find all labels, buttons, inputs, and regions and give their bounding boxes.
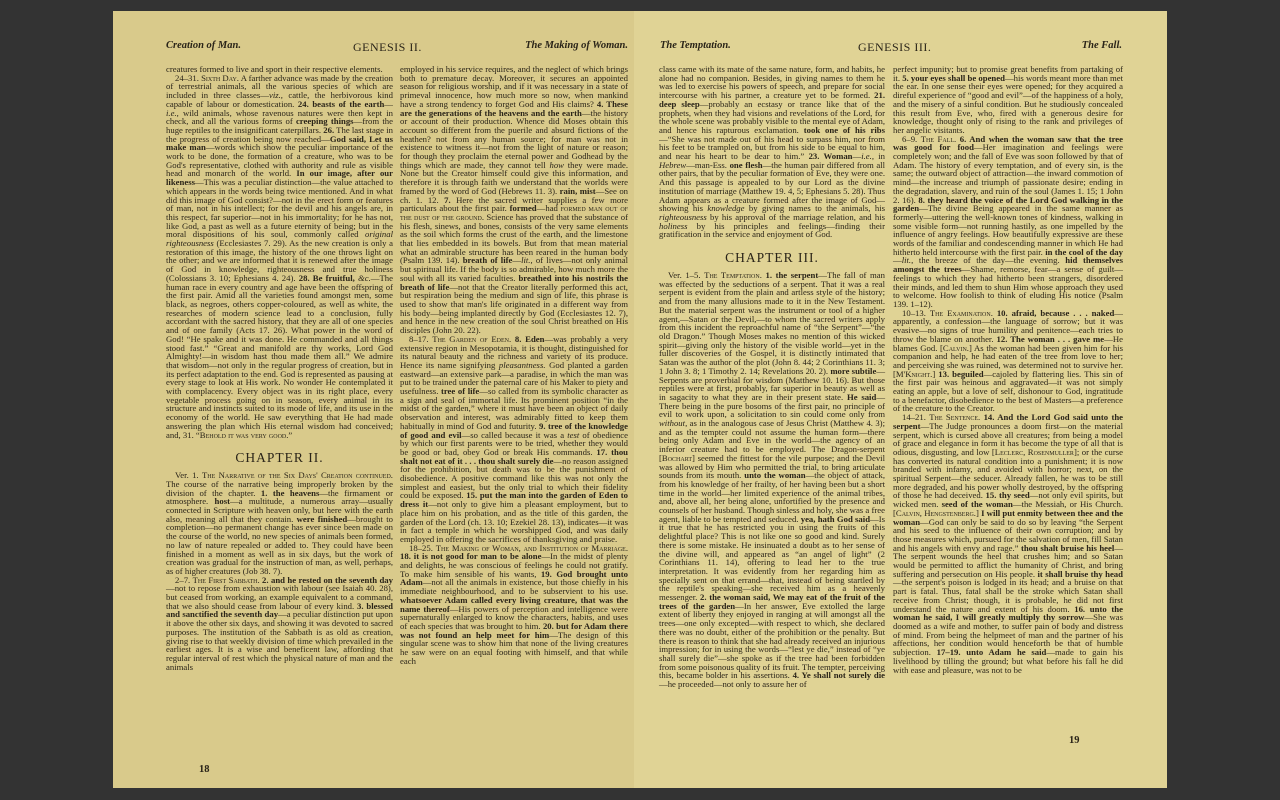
bold-lemma: in the cool of the day xyxy=(1045,246,1123,257)
italic-text: test xyxy=(567,429,580,440)
bold-lemma: 2. and he rested on the seventh day xyxy=(262,574,393,585)
text: , in xyxy=(871,151,886,162)
bold-lemma: 16. unto the woman he said, I will greatly multiply thy sorrow xyxy=(893,603,1123,623)
paragraph xyxy=(893,413,1123,674)
paragraph xyxy=(893,135,1123,309)
text: —the serpent's poison is lodged in its head; and a bruise on that part is fatal. Thus, fatal shall be the stroke which Satan shall receive from Christ; though, it is probable, he did not first understand the nature and extent of his doom. xyxy=(893,577,1123,614)
bold-lemma: host xyxy=(214,496,230,507)
running-head-left: The Temptation. xyxy=(660,40,731,51)
text: class came with its mate of the same nature, form, and habits, he alone had no companion. Besides, in giving names to them he was led to exercise his powers of speech, and prepare for social intercourse with his partner, a creature yet to be formed. xyxy=(659,64,885,101)
italic-text: i.e. xyxy=(861,151,872,162)
bold-lemma: 26. xyxy=(323,124,335,135)
text: —His powers of perception and intelligence were supernaturally enlarged to know the characters, habits, and uses of each species that was brought to him. xyxy=(400,603,628,631)
text: perfect impunity; but to promise great benefits from partaking of it. xyxy=(893,64,1123,83)
text: —the history or account of their production. Whence did Moses obtain this account so different from the puerile and absurd fictions of the heathen? not from any human source; for man was not in existence to witness it—not from the light of nature or reason; for though they proclaim the eternal power and Godhead by the things which are made, they cannot tell xyxy=(400,107,628,170)
paragraph xyxy=(893,65,1123,135)
bold-lemma: took one of his ribs xyxy=(803,124,886,135)
chapter-heading: CHAPTER III. xyxy=(725,250,819,266)
bold-lemma: it shall bruise thy head xyxy=(1037,568,1123,579)
bold-lemma: God said, Let us make man xyxy=(166,133,393,153)
bold-lemma: 6. And when the woman saw that the tree was good for food xyxy=(893,133,1123,153)
text: ] xyxy=(975,507,982,518)
bold-lemma: 2. the woman said, We may eat of the fruit of the trees of the garden xyxy=(659,592,886,611)
text: — xyxy=(852,151,862,162)
section-title: The Garden of Eden. xyxy=(432,333,512,344)
text: employed in his service requires, and the neglect of which brings both to premature decay. Moreover, it secures an appointed season for religious worship, and if it was necessary in a state of primeval innocence, how much more so now, when mankind have a strong tendency to forget God and His claims? xyxy=(400,64,628,109)
text: —made to gain his livelihood by tilling the ground; but what before his fall he did with ease and pleasure, was not to be xyxy=(893,647,1123,675)
section-title: The Fall. xyxy=(920,133,957,144)
text: —See on ch. 1. 12. xyxy=(400,185,629,205)
left-page-column-2 xyxy=(400,65,628,666)
paragraph xyxy=(659,271,885,689)
paragraph-group xyxy=(893,65,1123,674)
section-title: “Behold it was very good.” xyxy=(195,429,293,440)
running-head-book: GENESIS III. xyxy=(858,40,932,54)
text: —This was a peculiar distinction—the value attached to which appears in the words being twice mentioned. And in what did this image of God consist?—not in the erect form or features of man, not in his intellect; for the devil and his angels are, in this respect, far superior—not in his immortality; for he has not, like God, a past as well as a future eternity of being; but in the moral dispositions of his soul, commonly called xyxy=(166,177,393,240)
text: —Her imagination and feelings were completely won; and the fall of Eve was soon followed by that of Adam. The history of every temptation, and of every sin, is the same; the outward object of attraction—the inward commotion of mind—the increase and triumph of passionate desire; ending in the degradation, slavery, and ruin of the soul (James 1. 15; 1 John 2. 16). xyxy=(893,142,1123,205)
italic-text: without xyxy=(659,418,686,429)
bold-lemma: creeping things xyxy=(295,116,354,127)
text: God planted a garden eastward—an extensive park—a paradise, in which the man was put to be trained under the paternal care of his Maker to piety and usefulness. xyxy=(400,359,628,397)
italic-text: knowledge xyxy=(707,203,745,214)
left-page-column-1 xyxy=(166,65,393,671)
text: —not that the Creator literally performed this act, but respiration being the medium and sign of life, this phrase is used to show that man's life originated in a different way from his body—being implanted directly by God (Ecclesiastes 12. 7), and hence in the new creation of the soul Christ breathed on His disciples (John 20. 22). xyxy=(400,281,628,336)
bold-lemma: 3. blessed and sanctified the seventh day xyxy=(166,600,393,620)
bold-lemma: more subtile xyxy=(830,365,877,376)
text: ]; or the curse has converted its natural condition into a punishment; it is now branded with infamy, and avoided with horror; next, on the spiritual Serpent—the seducer. Already fallen, he was to be still more degraded, and his power wholly destroyed, by the offspring of those he had deceived. xyxy=(893,446,1123,501)
bold-lemma: 12. The woman . . . gave me xyxy=(996,333,1105,344)
section-title: The Temptation. xyxy=(704,270,762,281)
text: ] As the woman had been given him for his companion and help, he had eaten of the tree from love to her; and perceiving she was ruined, was determined not to survive her. [ xyxy=(893,342,1123,379)
text: The course of the narrative being improperly broken by the division of the chapter. xyxy=(166,478,393,498)
text: —a multitude, a numerous array—usually connected in Scripture with heaven only, but here with the earth also, meaning all that they contain. xyxy=(166,496,393,524)
text: — xyxy=(893,255,902,266)
bold-lemma: 1. the heavens xyxy=(260,487,320,498)
section-title: Sixth Day. xyxy=(201,72,239,83)
text: —Shame, remorse, fear—a sense of guilt—feelings to which they had hitherto been strangers, disordered their minds, and led them to shun Him whose approach they used to welcome. How foolish to think of eluding His notice (Psalm 139. 1–12). xyxy=(893,264,1123,309)
text: —not only evil spirits, but wicked men. xyxy=(893,490,1123,510)
paragraph xyxy=(400,65,628,335)
text: —from the huge reptiles to the insignificant caterpillars. xyxy=(166,116,393,135)
italic-text: holiness xyxy=(659,220,688,231)
text: 2–7. xyxy=(175,574,193,585)
bold-lemma: 24. beasts of the earth xyxy=(297,98,385,109)
paragraph xyxy=(166,74,393,440)
bold-lemma: 1. the serpent xyxy=(765,270,819,281)
text: 24–31. xyxy=(175,72,202,83)
text: —so called because it was a xyxy=(461,429,568,440)
text: they were made. None but the Creator himself could give this information, and therefore it is through faith we understand that the worlds were framed by the word of God (Hebrews 11. 3). xyxy=(400,159,628,196)
bold-lemma: unto the woman xyxy=(744,470,806,481)
bold-lemma: 19. God brought unto Adam xyxy=(400,568,628,588)
text: — xyxy=(512,255,522,266)
text: —he proceeded—not only to assure her of xyxy=(659,679,807,690)
bold-lemma: seed of the woman xyxy=(941,499,1013,510)
text: —the firmament or atmosphere. xyxy=(166,487,393,507)
text: ] seemed the fittest for the vile purpose; and the Devil was allowed by Him who permitted the trial, to bring articulate sounds from its mouth. xyxy=(659,452,885,481)
italic-text: lit. xyxy=(521,255,531,266)
text: —apparently, a confession—the language of sorrow; but it was evasive—no signs of true humility and penitence—each tries to throw the blame on another. xyxy=(893,307,1123,344)
text: , as in the analogous case of Jesus Christ (Matthew 4. 3); and as the tempter could not assume the human form—there being only Adam and Eve in the world—the agency of an inferior creature had to be employed. The Dragon-serpent [ xyxy=(659,418,885,463)
running-head-right: The Fall. xyxy=(1081,40,1122,51)
bold-lemma: 17. thou shalt not eat of it . . . thou shalt surely die xyxy=(400,446,628,466)
bold-lemma: 10. afraid, because . . . naked xyxy=(996,307,1115,318)
running-head-left: Creation of Man. xyxy=(166,40,241,51)
section-title: Calvin. xyxy=(942,342,969,353)
paragraph-group xyxy=(659,65,885,239)
bold-lemma: formed xyxy=(509,203,537,214)
text: —In her answer, Eve extolled the large extent of liberty they enjoyed in ranging at will amongst all the trees—one only excepted—with respect to which, she declared there was no doubt, either of the prohibition or the penalty. But there is reason to think that she had already received an injurious impression; for in using the words—“lest ye die,” instead of “ye shall surely die”—she spoke as if the tree had been forbidden from some poisonous quality of its fruit. The tempter, perceiving this, became bolder in his assertions. xyxy=(659,600,885,681)
italic-text: viz. xyxy=(268,90,281,101)
italic-text: righteousness xyxy=(659,211,707,222)
bold-lemma: thou shalt bruise his heel xyxy=(1020,542,1115,553)
italic-text: &c. xyxy=(358,272,371,283)
text: , of lives—not only animal but spiritual life. If the body is so admirable, how much more the soul with all its varied faculties. xyxy=(400,255,628,283)
text: , the breeze of the day—the evening. xyxy=(911,255,1066,266)
section-title: Calvin, Hengstenberg. xyxy=(895,507,976,518)
text: by his principles and feelings—finding their gratification in the service and enjoyment of God. xyxy=(659,220,885,240)
paragraph-group xyxy=(166,65,393,439)
text: —Serpents are proverbial for wisdom (Matthew 10. 16). But those reptiles were at first, probably, far superior in beauty as well as in sagacity to what they are in their present state. xyxy=(659,365,885,402)
section-title: The Making of Woman, and Institution of Marriage. xyxy=(435,542,628,553)
bold-lemma: breath of life xyxy=(462,255,513,266)
text: —“She was not made out of his head to surpass him, nor from his feet to be trampled on, but from his side to be equal to him, and near his heart to be dear to him.” xyxy=(659,133,885,162)
text: —not all the animals in existence, but those chiefly in his immediate neighbourhood, and to be subservient to his use. xyxy=(400,577,628,597)
text: The last stage in the progress of creation being now reached— xyxy=(166,124,393,144)
italic-text: pleasantness. xyxy=(498,359,546,370)
italic-text: i.e. xyxy=(166,107,177,118)
text: —so called from its symbolic character as a sign and seal of immortal life. Its prominent position “in the midst of the garden,” where it must have been an object of daily observation and interest, was admirably fitted to keep them habitually in mind of God and futurity. xyxy=(400,386,628,431)
text: —The divine Being appeared in the same manner as formerly—uttering the well-known tones of kindness, walking in some visible form—not running hastily, as one impelled by the influence of angry feelings. How beautifully expressive are these words of the familiar and condescending manner in which He had hitherto held intercourse with the first pair. xyxy=(893,203,1123,257)
section-title: Bochart xyxy=(661,452,693,463)
text: —In the midst of plenty and delights, he was conscious of feelings he could not gratify. To make him sensible of his wants, xyxy=(400,551,629,579)
bold-lemma: 28. Be fruitful, xyxy=(298,272,358,283)
text: —man-Ess. xyxy=(686,159,730,170)
text: Ver. 1. xyxy=(175,470,202,481)
bold-lemma: He said xyxy=(846,391,877,402)
section-title: Leclerc, Rosenmuller xyxy=(994,446,1074,457)
running-head-book: GENESIS II. xyxy=(353,40,422,54)
text: —There being in the pure bosoms of the first pair, no principle of evil to work upon, a solicitation to sin could come only from xyxy=(659,391,885,420)
text: by his approval of the marriage relation, and his xyxy=(706,211,885,222)
bold-lemma: 9. tree of the knowledge of good and evil xyxy=(400,420,629,440)
section-title: The Narrative of the Six Days' Creation continued. xyxy=(201,470,393,481)
text: Ver. 1–5. xyxy=(668,270,705,281)
section-title: formed man out of the dust of the ground. xyxy=(400,203,628,222)
text: Science has proved that the substance of his flesh, sinews, and bones, consists of the very same elements as the soil which forms the crust of the earth, and the limestone that lies embedded in its bowels. But from that mean material what an admirable structure has been reared in the human body (Psalm 139. 14). xyxy=(400,211,628,266)
text: by giving names to the animals, his xyxy=(744,203,885,214)
paragraph-group xyxy=(659,271,885,689)
bold-lemma: tree of life xyxy=(440,386,480,397)
section-title: M'Knight. xyxy=(895,368,933,379)
bold-lemma: rain, mist xyxy=(559,185,596,196)
chapter-heading: CHAPTER II. xyxy=(235,450,324,466)
section-title: The Examination. xyxy=(929,307,993,318)
bold-lemma: 17–19. unto Adam he said xyxy=(936,647,1047,658)
paragraph xyxy=(400,544,628,666)
italic-text: original righteousness xyxy=(166,229,393,249)
text: —not to repose from exhaustion with labour (see Isaiah 40. 28), but ceased from working, an example equivalent to a command, that we also should cease from labour of every kind. xyxy=(166,583,393,611)
text: —had xyxy=(536,203,561,214)
text: —not only to give him a pleasant employment, but to place him on his probation, and as the title of this garden, the garden of the Lord (ch. 13. 10; Ezekiel 28. 13), indicates—it was in fact a temple in which he worshipped God, and was daily employed in offering the sacrifices of thanksgiving and praise. xyxy=(400,499,628,544)
text: — xyxy=(384,98,393,109)
bold-lemma: yea, hath God said xyxy=(800,513,871,524)
text: , cattle, the herbivorous kind capable of labour or domestication. xyxy=(166,90,393,109)
bold-lemma: 5. your eyes shall be opened xyxy=(902,72,1005,83)
bold-lemma: 8. Eden xyxy=(514,333,545,344)
text: —The human race in every country and age have been the offspring of the first pair. Amid all the varieties found amongst men, some black, as negroes, others copper-coloured, as well as white, the researches of modern science lead to a conclusion, fully accordant with the sacred history, that they are all of one species and of one family (Acts 17. 26). What power in the word of God! “He spake and it was done. He commanded and all things stood fast.” “Great and manifold are thy works, Lord God Almighty!—in wisdom hast thou made them all.” We admire that wisdom—not only in the regular progress of creation, but in its perfect adaptation to the end. God is represented as pausing at every stage to look at His work. No wonder He contemplated it with complacency. Every object was in its right place, every vegetable process going on in season, every animal in its structure and instincts suited to its mode of life, and its use in the economy of the world. He saw everything that He had made answering the plan which His eternal wisdom had conceived; and, 31. xyxy=(166,272,393,440)
bold-lemma: 4. These are the generations of the heavens and the earth xyxy=(400,98,629,118)
text: —The Judge pronounces a doom first—on the material serpent, which is cursed above all creatures; from being a model of grace and elegance in form it has become the type of all that is odious, disgusting, and low [ xyxy=(893,420,1123,457)
bold-lemma: 7. xyxy=(444,194,451,205)
text: 10–13. xyxy=(902,307,930,318)
text: —was probably a very extensive region in Mesopotamia, it is thought, distinguished for its natural beauty and the richness and variety of its produce. Hence its name signifying xyxy=(400,333,629,370)
bold-lemma: I will put enmity between thee and the woman xyxy=(893,507,1124,527)
text: —the object of attack, from his knowledge of her frailty, of her having been but a short time in the world—her limited experience of the animal tribes, and, above all, her being alone, unfortified by the presence and counsels of her husband. Though sinless and holy, she was a free agent, liable to be tempted and seduced. xyxy=(659,470,885,524)
text: —He blames God. [ xyxy=(893,333,1123,353)
bold-lemma: 13. beguiled xyxy=(938,368,984,379)
text: —words which show the peculiar importance of the work to be done, the formation of a creature, who was to be God's representative, clothed with authority and rule as visible head and monarch of the world. xyxy=(166,142,393,179)
paragraph xyxy=(400,335,628,544)
bold-lemma: 23. Woman xyxy=(808,151,853,162)
text: —The design of this singular scene was to show him that none of the living creatures he saw were on an equal footing with himself, and that while each xyxy=(400,629,628,666)
text: —Is it true that he has restricted you in using the fruits of this delightful place? This is not like one so good and kind. Surely there is some mistake. He insinuated a doubt as to her sense of the divine will, and appeared as “an angel of light” (2 Corinthians 11. 14), offering to lead her to the true interpretation. It was evidently from her regarding him as specially sent on that errand—that, instead of being startled by the reptile's speaking—she received him as a heavenly messenger. xyxy=(659,513,885,603)
text: —She was doomed as a wife and mother, to suffer pain of body and distress of mind. From being the helpmeet of man and the partner of his affections, her condition would henceforth be that of humble subjection. xyxy=(893,612,1123,658)
text: —The fall of man was effected by the seductions of a serpent. That it was a real serpent is evident from the plain and artless style of the history; and from the many allusions made to it in the New Testament. But the material serpent was the instrument or tool of a higher agent,—Satan or the Devil,—to whom the sacred writers apply from this incident the reproachful name of “the Serpent”—“the old Dragon.” Though Moses makes no mention of this wicked spirit—giving only the history of the visible world—yet in the fuller discoveries of the Gospel, it is distinctly intimated that Satan was the author of the plot (John 8. 44; 2 Corinthians 11. 3; 1 John 3. 8; 1 Timothy 2. 14; Revelations 20. 2). xyxy=(659,270,885,376)
paragraph-group xyxy=(166,471,393,671)
paragraph xyxy=(166,471,393,575)
text: —a peculiar distinction put upon it above the other six days, and showing it was devoted to sacred purposes. The institution of the Sabbath is as old as creation, giving rise to that weekly division of time which prevailed in the earliest ages. It is a wise and beneficent law, affording that regular interval of rest which the physical nature of man and the animals xyxy=(166,609,393,672)
page-number: 18 xyxy=(199,764,210,775)
text: —God can only be said to do so by leaving “the Serpent and his seed to the influence of their own corruption; and by those measures which, pursued for the salvation of men, fill Satan and his angels with envy and rage.” xyxy=(893,516,1123,553)
right-page-column-1 xyxy=(659,65,885,689)
bold-lemma: breathed into his nostrils the breath of life xyxy=(400,272,628,292)
bold-lemma: 8. they heard the voice of the Lord God walking in the garden xyxy=(893,194,1123,214)
text: Here the sacred writer supplies a few more particulars about the first pair. xyxy=(400,194,628,214)
page-number: 19 xyxy=(1069,735,1080,746)
section-title: The First Sabbath. xyxy=(192,574,260,585)
text: , wild animals, whose ravenous natures were then kept in check, and all the various forms of xyxy=(166,107,393,127)
right-page-column-2 xyxy=(893,65,1123,674)
text: —probably an ecstasy or trance like that of the prophets, when they had visions and revelations of the Lord, for the whole scene was probably visible to the mental eye of Adam, and hence his rapturous exclamation. xyxy=(659,98,886,135)
paragraph xyxy=(659,65,885,239)
text: 6–9. xyxy=(902,133,921,144)
bold-lemma: 20. but for Adam there was not found an help meet for him xyxy=(400,621,628,640)
text: —the human pair differed from all other pairs, that by the peculiar formation of Eve, they were one. And this passage is appealed to by our Lord as the divine institution of marriage (Matthew 19. 4, 5; Ephesians 5. 28). Thus Adam appears as a creature formed after the image of God—showing his xyxy=(659,159,885,214)
text: 18–25. xyxy=(409,542,436,553)
paragraph xyxy=(893,309,1123,413)
text: (Ecclesiastes 7. 29). As the new creation is only a restoration of this image, the history of the one throws light on the other; and we are informed that it is renewed after the image of God in knowledge, righteousness and true holiness (Colossians 3. 10; Ephesians 4. 24). xyxy=(166,238,393,283)
bold-lemma: hid themselves amongst the trees xyxy=(893,255,1124,275)
text: 14–21. xyxy=(902,412,930,423)
text: of obedience by which our first parents were to be tried, whether they would be good or bad, obey God or break His commands. xyxy=(400,429,629,457)
section-title: The Sentence. xyxy=(929,412,981,423)
text: —the Messiah, or His Church. [ xyxy=(893,499,1123,518)
bold-lemma: whatsoever Adam called every living creature, that was the name thereof xyxy=(400,594,628,614)
text: 8–17. xyxy=(409,333,433,344)
text: creatures formed to live and sport in their respective elements. xyxy=(166,64,383,74)
text: A farther advance was made by the creation of terrestrial animals, all the various species of which are included in three classes— xyxy=(166,72,393,101)
text: ] xyxy=(932,368,939,379)
bold-lemma: 4. Ye shall not surely die xyxy=(792,670,885,681)
bold-lemma: 21. deep sleep xyxy=(659,90,885,109)
paragraph xyxy=(166,576,393,672)
italic-text: Hebrew xyxy=(659,159,687,170)
bold-lemma: 14. And the Lord God said unto the serpent xyxy=(893,412,1124,431)
text: —no reason assigned for the prohibition, but death was to be the punishment of disobedience. A positive command like this was not only the simplest and easiest, but the only trial to which their fidelity could be exposed. xyxy=(400,455,628,501)
paragraph-group xyxy=(400,65,628,666)
text: —The serpent wounds the heel that crushes him; and so Satan would be permitted to afflict the humanity of Christ, and bring suffering and persecution on His people. xyxy=(893,542,1123,579)
bold-lemma: were finished xyxy=(296,513,348,524)
bold-lemma: 15. put the man into the garden of Eden to dress it xyxy=(400,490,628,510)
text: —cajoled by flattering lies. This sin of the first pair was heinous and aggravated—it was not simply eating an apple, but a love of self, dishonour to God, ingratitude to a benefactor, disobedience to the best of Masters—a preference of the creature to the Creator. xyxy=(893,368,1123,414)
text: —his words meant more than met the ear. In one sense their eyes were opened; for they acquired a direful experience of “good and evil”—of the happiness of a holy, and the misery of a sinful condition. But he studiously concealed this result from Eve, who, fired with a generous desire for knowledge, thought only of rising to the rank and privileges of her angelic visitants. xyxy=(893,72,1124,135)
running-head-right: The Making of Woman. xyxy=(525,40,628,51)
text: —brought to completion—no permanent change has ever since been made on the course of the world, no new species of animals been formed, no law of nature repealed or added to. They could have been finished in a moment as well as in six days, but the work of creation was gradual for the instruction of man, as well, perhaps, as of higher creatures (Job 38. 7). xyxy=(166,513,393,576)
bold-lemma: 18. it is not good for man to be alone xyxy=(400,551,542,562)
bold-lemma: one flesh xyxy=(729,159,763,170)
bold-lemma: 15. thy seed xyxy=(985,490,1030,501)
italic-text: how xyxy=(549,159,564,170)
bold-lemma: In our image, after our likeness xyxy=(166,168,393,188)
italic-text: lit. xyxy=(901,255,912,266)
